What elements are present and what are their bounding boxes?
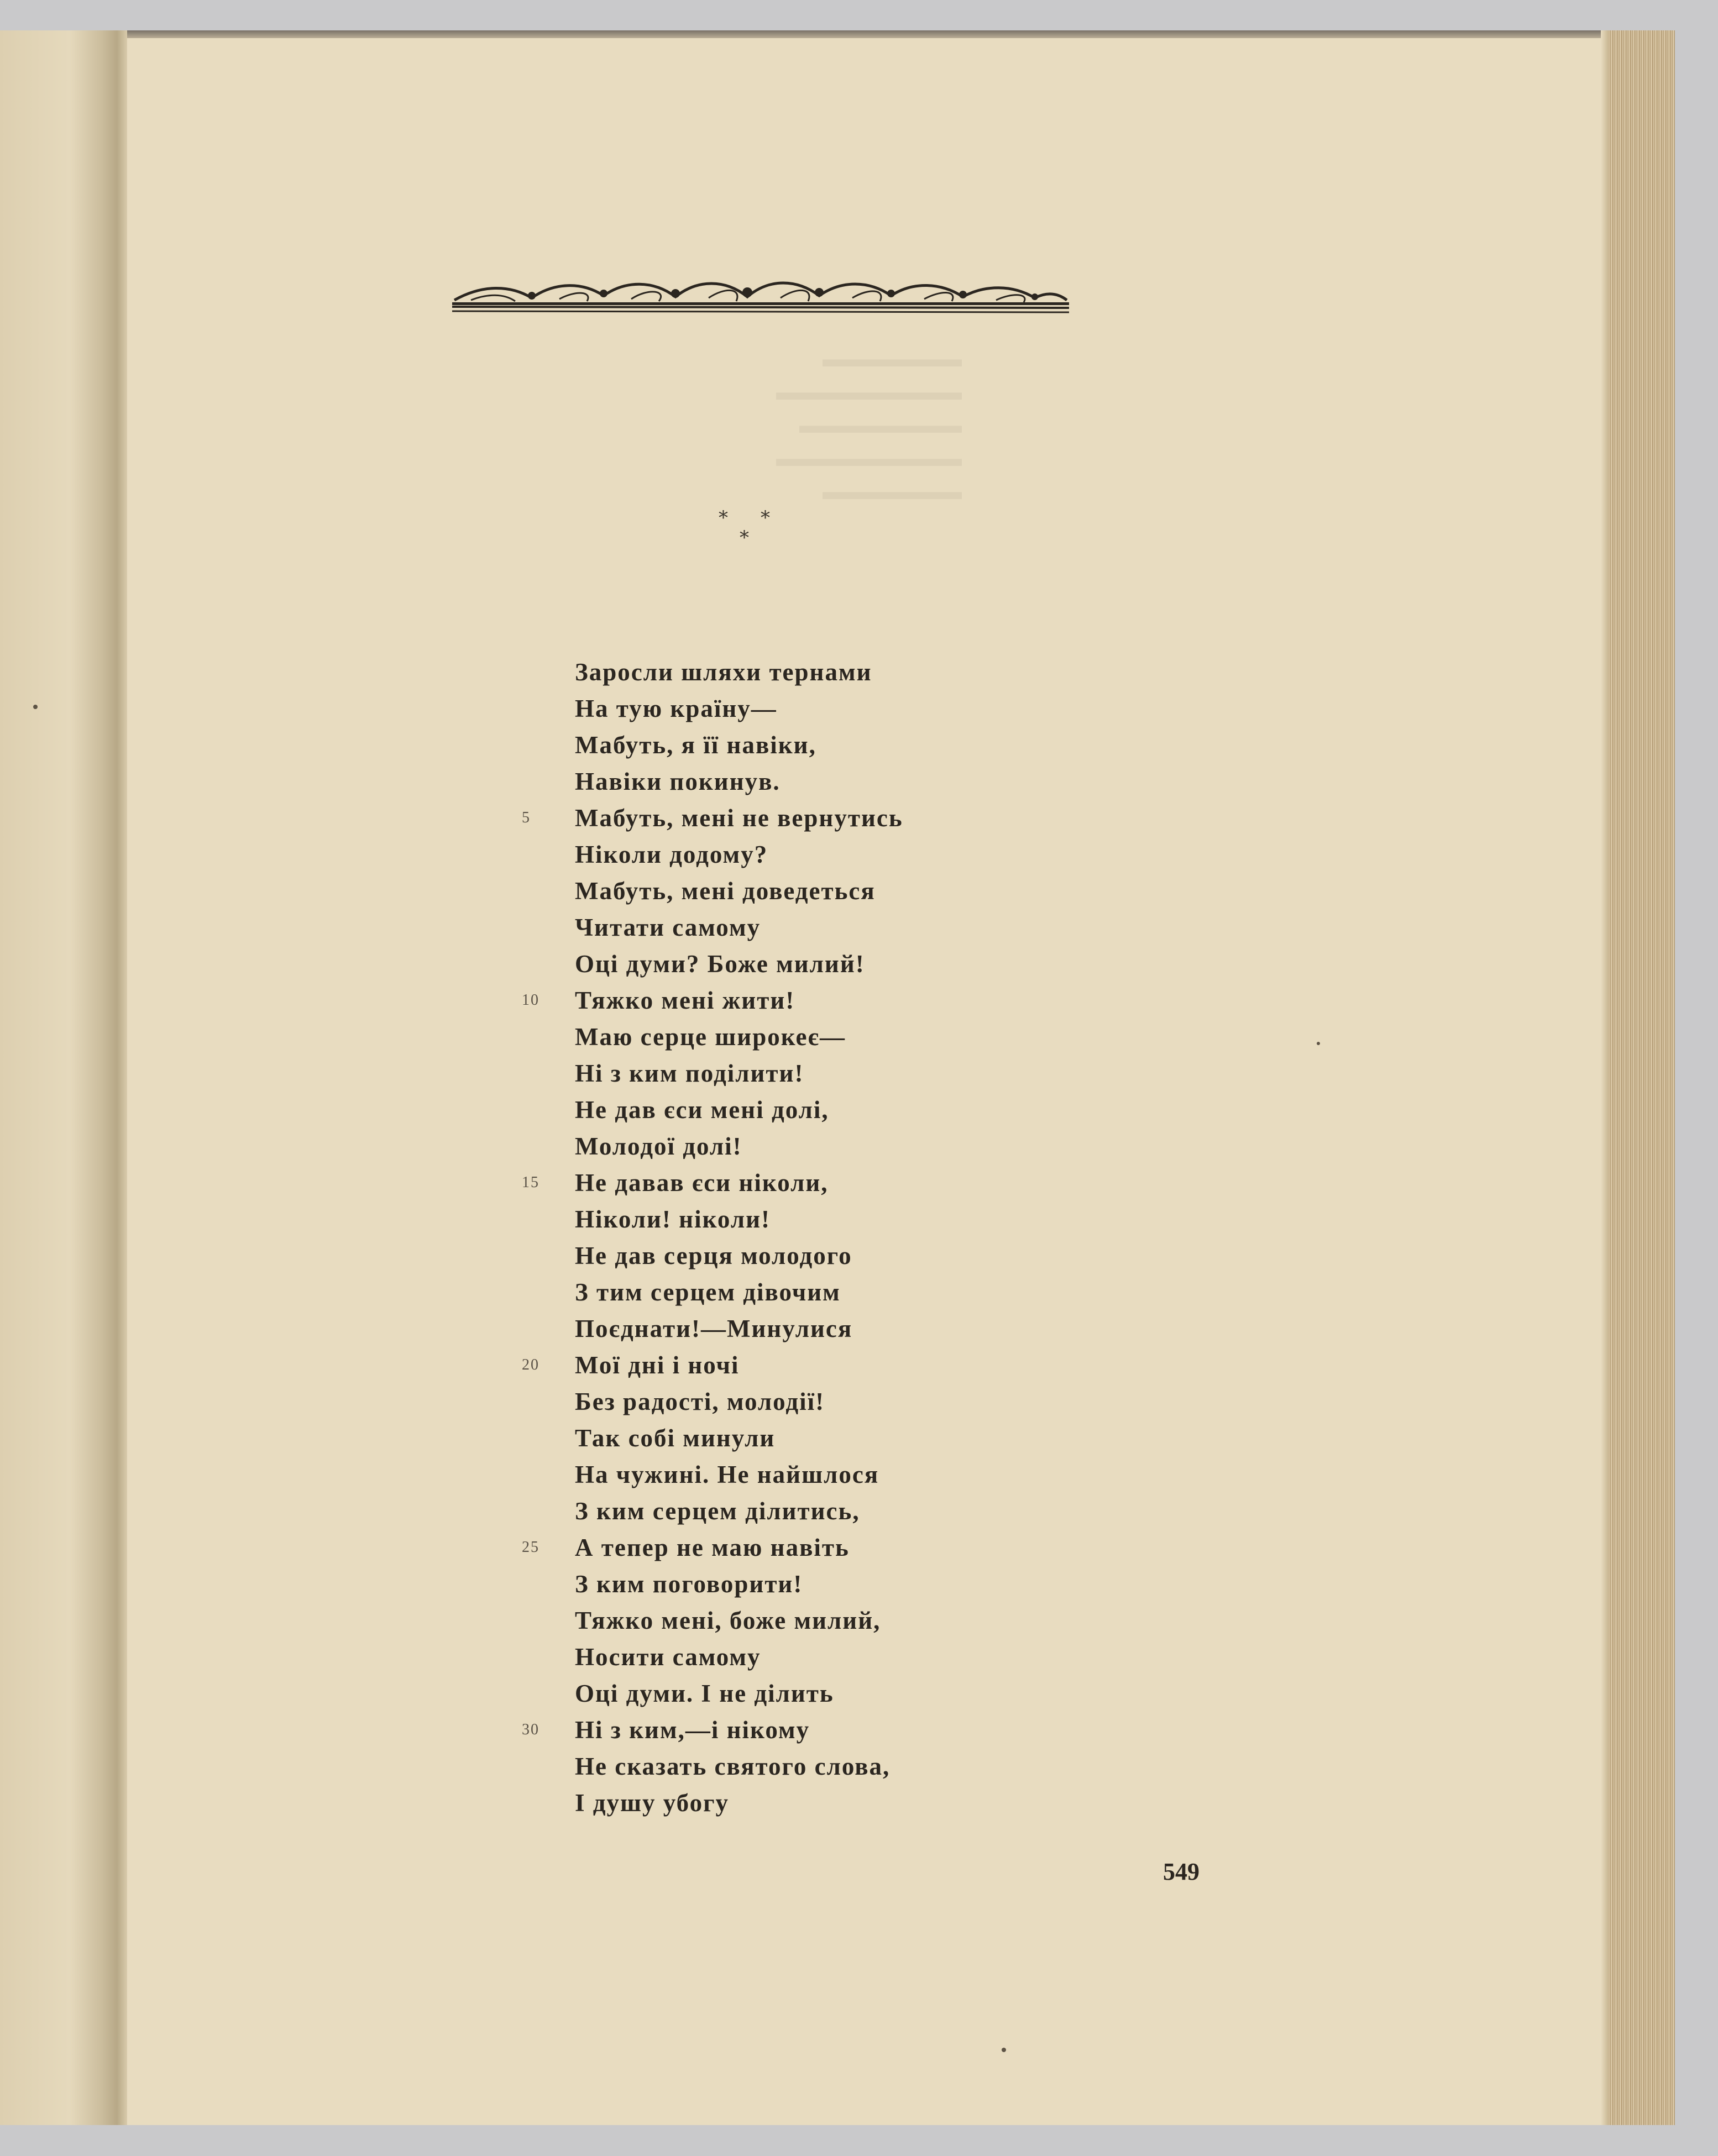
- line-number: 25: [522, 1539, 540, 1556]
- poem-line: [522, 982, 1072, 1019]
- poem-line: [575, 1566, 1072, 1602]
- poem-line: [575, 873, 1072, 909]
- poem-line-text: Молодої долі!: [575, 1132, 742, 1160]
- poem-line: [522, 1712, 1072, 1748]
- line-number: 30: [522, 1721, 540, 1738]
- poem-line: [575, 1748, 1072, 1785]
- asterism-divider: [719, 508, 796, 558]
- line-number: 10: [522, 992, 540, 1009]
- poem-line-text: Оці думи. І не ділить: [575, 1680, 834, 1707]
- poem-line-text: Оці думи? Боже милий!: [575, 950, 865, 978]
- poem-line: [575, 909, 1072, 946]
- line-number: 15: [522, 1174, 540, 1191]
- poem-line-text: Носити самому: [575, 1643, 761, 1671]
- poem-line: [575, 1274, 1072, 1310]
- poem-text: [522, 654, 1072, 1821]
- book-gutter: [0, 30, 127, 2125]
- poem-line: [522, 1529, 1072, 1566]
- poem-line: [575, 1019, 1072, 1055]
- poem-line: [575, 1639, 1072, 1675]
- poem-line-text: Тяжко мені, боже милий,: [575, 1607, 881, 1634]
- poem-line-text: Не дав серця молодого: [575, 1242, 852, 1270]
- page-number: 549: [1163, 1858, 1200, 1885]
- poem-line: [575, 946, 1072, 982]
- poem-line: [575, 1675, 1072, 1712]
- poem-line: [522, 1164, 1072, 1201]
- poem-line-text: Не давав єси ніколи,: [575, 1169, 829, 1197]
- poem-line: [575, 1237, 1072, 1274]
- asterism-star: *: [740, 527, 749, 549]
- poem-line: [575, 763, 1072, 800]
- poem-line: [575, 1201, 1072, 1237]
- book-page-scan: [0, 30, 1675, 2125]
- poem-line: [575, 727, 1072, 763]
- poem-line: [522, 800, 1072, 836]
- poem-line: [575, 1383, 1072, 1420]
- poem-line-text: Маю серце широкеє—: [575, 1023, 846, 1051]
- poem-line-text: Мої дні і ночі: [575, 1351, 740, 1379]
- poem-line: [575, 654, 1072, 690]
- poem-line-text: Ні з ким поділити!: [575, 1059, 804, 1087]
- poem-line-text: І душу убогу: [575, 1789, 730, 1817]
- poem-line-text: Навіки покинув.: [575, 768, 781, 795]
- poem-line-text: Мабуть, мені не вернутись: [575, 804, 903, 832]
- poem-line: [575, 836, 1072, 873]
- poem-line-text: Заросли шляхи тернами: [575, 658, 872, 686]
- poem-line-text: Так собі минули: [575, 1424, 776, 1452]
- page-edges: [1609, 30, 1675, 2125]
- poem-line-text: З ким серцем ділитись,: [575, 1497, 860, 1525]
- poem-line: [522, 1347, 1072, 1383]
- poem-line: [575, 1420, 1072, 1456]
- poem-line: [575, 1055, 1072, 1092]
- paper-speck: [33, 705, 38, 709]
- poem-line: [575, 690, 1072, 727]
- poem-line-text: Без радості, молодії!: [575, 1388, 825, 1415]
- poem-line-text: Не дав єси мені долі,: [575, 1096, 829, 1124]
- poem-line-text: Читати самому: [575, 914, 761, 941]
- poem-line-text: Тяжко мені жити!: [575, 987, 795, 1014]
- poem-line-text: Поєднати!—Минулися: [575, 1315, 853, 1342]
- poem-line-text: Не сказать святого слова,: [575, 1753, 891, 1780]
- poem-line: [575, 1785, 1072, 1821]
- poem-line: [575, 1092, 1072, 1128]
- poem-line: [575, 1493, 1072, 1529]
- paper-speck: [1002, 2048, 1006, 2052]
- poem-line-text: Ніколи додому?: [575, 841, 768, 868]
- poem-line: [575, 1602, 1072, 1639]
- poem-line: [575, 1128, 1072, 1164]
- poem-line: [575, 1456, 1072, 1493]
- poem-line-text: Ніколи! ніколи!: [575, 1205, 771, 1233]
- poem-line-text: На тую країну—: [575, 695, 777, 722]
- poem-line-text: Мабуть, я її навіки,: [575, 731, 816, 759]
- poem-line-text: На чужині. Не найшлося: [575, 1461, 879, 1488]
- asterism-star: *: [719, 507, 728, 529]
- decorative-header-ornament: [449, 268, 1072, 318]
- poem-line-text: З тим серцем дівочим: [575, 1278, 841, 1306]
- paper-speck: [1317, 1042, 1320, 1045]
- poem-line: [575, 1310, 1072, 1347]
- asterism-star: *: [761, 507, 770, 529]
- line-number: 20: [522, 1356, 540, 1373]
- book-top-edge: [0, 30, 1675, 38]
- poem-line-text: Мабуть, мені доведеться: [575, 877, 876, 905]
- poem-line-text: Ні з ким,—і нікому: [575, 1716, 810, 1744]
- poem-line-text: З ким поговорити!: [575, 1570, 803, 1598]
- line-number: 5: [522, 809, 531, 826]
- poem-line-text: А тепер не маю навіть: [575, 1534, 850, 1561]
- bleed-through-texture: ▬▬▬▬▬▬ ▬▬▬▬▬▬▬▬ ▬▬▬▬▬▬▬ ▬▬▬▬▬▬▬▬ ▬▬▬▬▬▬: [776, 347, 962, 505]
